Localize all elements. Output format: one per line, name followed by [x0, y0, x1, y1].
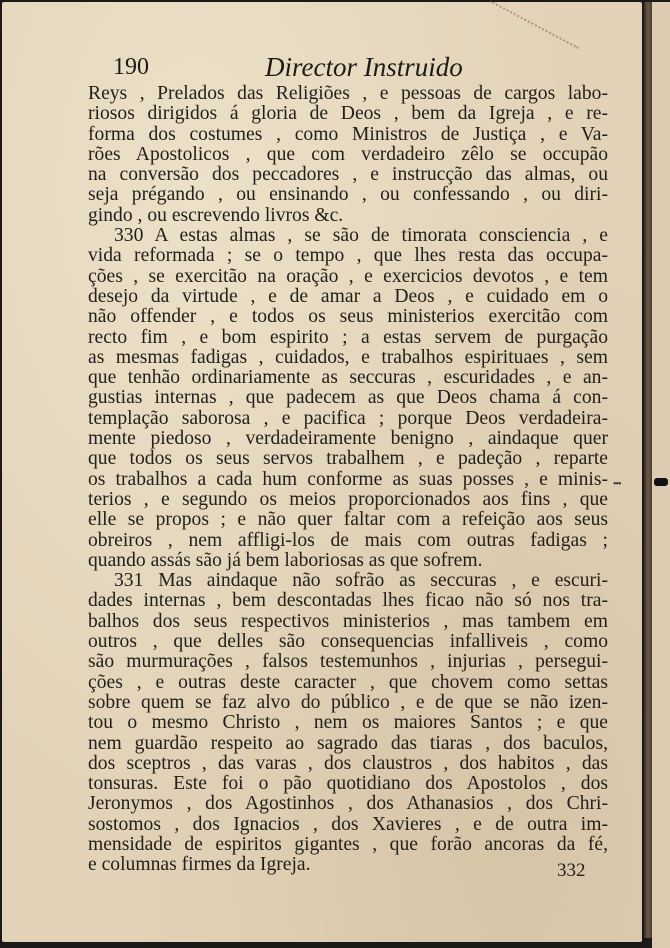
text-line: quando assás são já bem laboriosas as que sofrem. [88, 549, 483, 571]
text-line: na conversão dos peccadores , e instrucção das almas, ou [88, 164, 608, 186]
text-line: que todos os seus servos trabalhem , e padeção , reparte [88, 448, 608, 470]
text-line: terios , e segundo os meios proporcionados aos fins , que [88, 488, 608, 510]
text-line: são murmurações , falsos testemunhos , injurias , persegui- [88, 651, 608, 673]
text-line: vida reformada ; se o tempo , que lhes resta das occupa- [88, 245, 608, 267]
text-line: 330 A estas almas , se são de timorata consciencia , e [114, 225, 608, 247]
text-line: obreiros , nem affligi-los de mais com outras fadigas ; [88, 529, 608, 551]
text-line: recto fim , e bom espirito ; a estas servem de purgação [88, 326, 608, 348]
text-line: riosos dirigidos á gloria de Deos , bem da Igreja , e re- [88, 103, 608, 125]
text-line: desejo da virtude , e de amar a Deos , e cuidado em o [88, 285, 608, 307]
text-line: forma dos costumes , como Ministros de Justiça , e Va- [88, 123, 608, 145]
text-line: os trabalhos a cada hum conforme as suas posses , e minis- [88, 468, 608, 490]
text-line: sostomos , dos Ignacios , dos Xavieres , e de outra im- [88, 813, 608, 835]
text-line: Jeronymos , dos Agostinhos , dos Athanasios , dos Chri- [88, 793, 608, 815]
next-page-edge [652, 2, 670, 948]
text-line: gindo , ou escrevendo livros &c. [88, 204, 344, 226]
text-line: dades internas , bem descontadas lhes ficao não só nos tra- [88, 590, 608, 612]
text-line: nem guardão respeito ao sagrado das tiaras , dos baculos, [88, 732, 608, 754]
catchword: 332 [557, 860, 586, 881]
text-line: outros , que delles são consequencias infalliveis , como [88, 631, 608, 653]
text-line: e columnas firmes da Igreja. [88, 854, 311, 876]
text-line: elle se propos ; e não quer faltar com a refeição aos seus [88, 509, 608, 531]
text-line: templação saborosa , e pacifica ; porque Deos verdadeira- [88, 407, 608, 429]
text-line: as mesmas fadigas , cuidados, e trabalhos espirituaes , sem [88, 346, 608, 368]
text-line: gustias internas , que padecem as que Deos chama á con- [88, 387, 608, 409]
text-line: rões Apostolicos , que com verdadeiro zêlo se occupão [88, 143, 608, 165]
running-title: Director Instruido [265, 52, 463, 82]
next-page-mark [654, 478, 668, 486]
text-line: não offender , e todos os seus ministerios exercitão com [88, 306, 608, 328]
body-text [88, 84, 608, 876]
page-header [113, 52, 593, 84]
text-line: mente piedoso , verdadeiramente benigno , aindaque quer [88, 428, 608, 450]
text-line: balhos dos seus respectivos ministerios , mas tambem em [88, 610, 608, 632]
edge-ink-mark: ••• [613, 479, 621, 490]
page-number: 190 [113, 54, 149, 80]
text-line: tonsuras. Este foi o pão quotidiano dos Apostolos , dos [88, 773, 608, 795]
text-line: sobre quem se faz alvo do público , e de que se não izen- [88, 691, 608, 713]
text-line: dos sceptros , das varas , dos claustros , dos habitos , das [88, 752, 608, 774]
text-line: seja prégando , ou ensinando , ou confessando , ou diri- [88, 184, 608, 206]
text-line: Reys , Prelados das Religiões , e pessoas de cargos labo- [88, 83, 608, 104]
text-line: tou o mesmo Christo , nem os maiores Santos ; e que [88, 712, 608, 734]
text-line: que tenhão ordinariamente as seccuras , escuridades , e an- [88, 367, 608, 389]
page-gutter [644, 2, 652, 938]
text-line: ções , se exercitão na oração , e exercicios devotos , e tem [88, 265, 608, 287]
text-line: 331 Mas aindaque não sofrão as seccuras , e escuri- [114, 570, 608, 592]
text-line: mensidade de espiritos gigantes , que forão ancoras da fé, [88, 833, 608, 855]
text-line: ções , e outras deste caracter , que chovem como settas [88, 671, 608, 693]
